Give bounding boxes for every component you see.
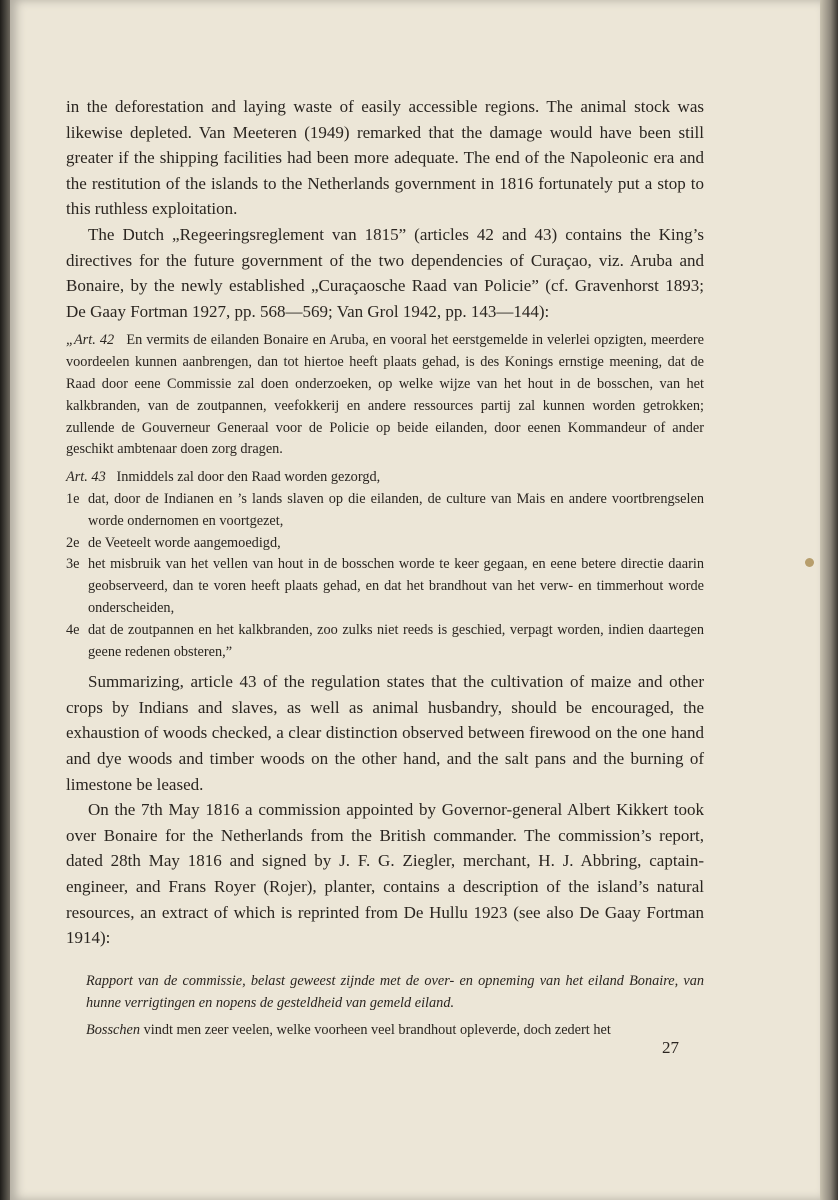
list-number: 4e bbox=[66, 621, 80, 638]
article-42 bbox=[66, 330, 704, 461]
bosschen-text: vindt men zeer veelen, welke voorheen veel brandhout opleverde, doch zedert het bbox=[143, 1022, 611, 1039]
list-text: dat de zoutpannen en het kalkbranden, zoo zulks niet reeds is geschied, verpagt worden, indien daartegen geene redenen obsteren,” bbox=[88, 621, 704, 660]
list-number: 2e bbox=[66, 534, 80, 551]
page-content bbox=[66, 94, 704, 1042]
paragraph-regeeringsreglement: The Dutch „Regeeringsreglement van 1815” (articles 42 and 43) contains the King’s directives for the future government of the two dependencies of Curaçao, viz. Aruba and Bonaire, by the newly established „Curaçaosche Raad van Policie” (cf. Gravenhorst 1893; De Gaay Fortman 1927, pp. 568—569; Van Grol 1942, pp. 143—144): bbox=[66, 224, 704, 321]
article-42-text: En vermits de eilanden Bonaire en Aruba, en vooral het eerstgemelde in velerlei opzigten, meerdere voordeelen kunnen aanbrengen, dan tot hiertoe heeft plaats gehad, is des Konings ernstige meening, dat de Raad door eene Commissie zal doen onderzoeken, op welke wijze van het hout in de bosschen, van het kalkbranden, van de zoutpannen, veefokkerij en andere ressources partij zal kunnen worden getrokken; zullende de Gouverneur Generaal voor de Policie op beide eilanden, door eenen Kommandeur of ander geschikt ambtenaar doen zorg dragen. bbox=[66, 332, 704, 458]
article-43 bbox=[66, 467, 704, 489]
list-text: dat, door de Indianen en ’s lands slaven op die eilanden, de culture van Mais en andere voortbrengselen worde ondernomen en voortgezet, bbox=[88, 490, 704, 529]
paragraph-bosschen bbox=[86, 1020, 704, 1042]
paragraph-summary: Summarizing, article 43 of the regulation states that the cultivation of maize and other crops by Indians and slaves, as well as animal husbandry, should be encouraged, the exhaustion of woods checked, a clear distinction observed between firewood on the one hand and dye woods and timber woods on the other hand, and the salt pans and the burning of limestone be leased. bbox=[66, 672, 704, 794]
list-text: het misbruik van het vellen van hout in de bosschen worde te keer gegaan, en eene betere directie daarin geobserveerd, dan te voren heeft plaats gehad, en dat het brandhout van het verw- en timmerhout worde onderscheiden, bbox=[88, 556, 704, 616]
page-number: 27 bbox=[662, 1038, 679, 1057]
list-text: de Veeteelt worde aangemoedigd, bbox=[88, 534, 281, 551]
paragraph-deforestation: in the deforestation and laying waste of easily accessible regions. The animal stock was likewise depleted. Van Meeteren (1949) remarked that the damage would have been still greater if the shipping facilities had been more adequate. The end of the Napoleonic era and the restitution of the islands to the Netherlands government in 1816 fortunately put a stop to this ruthless exploitation. bbox=[66, 97, 704, 219]
article-42-label: „Art. 42 bbox=[66, 332, 115, 349]
list-item bbox=[66, 489, 704, 533]
list-item bbox=[66, 533, 704, 555]
page-edge bbox=[820, 0, 838, 1200]
list-item bbox=[66, 554, 704, 619]
list-number: 3e bbox=[66, 556, 80, 573]
bosschen-label: Bosschen bbox=[86, 1022, 140, 1039]
book-gutter bbox=[0, 0, 10, 1200]
paragraph-commission: On the 7th May 1816 a commission appointed by Governor-general Albert Kikkert took over Bonaire for the Netherlands from the British commander. The commission’s report, dated 28th May 1816 and signed by J. F. G. Ziegler, merchant, H. J. Abbring, captain-engineer, and Frans Royer (Rojer), planter, contains a description of the island’s natural resources, an extract of which is reprinted from De Hullu 1923 (see also De Gaay Fortman 1914): bbox=[66, 800, 704, 948]
list-number: 1e bbox=[66, 490, 80, 507]
rapport-title: Rapport van de commissie, belast geweest zijnde met de over- en opneming van het eiland Bonaire, van hunne verrigtingen en nopens de gesteldheid van gemeld eiland. bbox=[86, 972, 704, 1011]
list-item bbox=[66, 620, 704, 664]
article-43-label: Art. 43 bbox=[66, 469, 106, 486]
article-43-text: Inmiddels zal door den Raad worden gezorgd, bbox=[116, 469, 381, 486]
paper-spot bbox=[805, 558, 814, 567]
